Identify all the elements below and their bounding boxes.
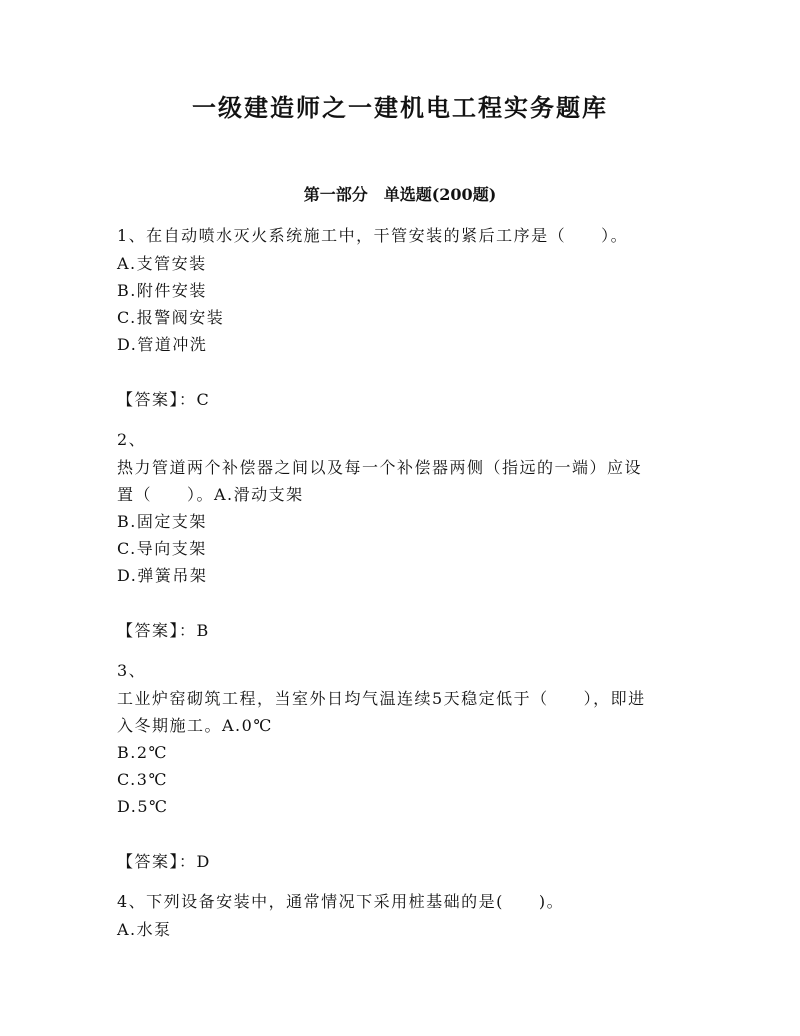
section-title: 第一部分 单选题(200题) (303, 185, 497, 204)
question-2-stem-line-2: 置（ ）。A.滑动支架 (117, 485, 304, 504)
question-2-option-c: C.导向支架 (117, 539, 207, 558)
question-3-answer: 【答案】：D (117, 852, 211, 871)
question-4-option-a: A.水泵 (117, 920, 172, 939)
question-1-option-d: D.管道冲洗 (117, 335, 208, 354)
question-1-option-c: C.报警阀安装 (117, 308, 225, 327)
question-1-stem: 1、在自动喷水灭火系统施工中，干管安装的紧后工序是（ ）。 (117, 226, 629, 245)
question-2-option-d: D.弹簧吊架 (117, 566, 208, 585)
question-2-answer: 【答案】：B (117, 621, 210, 640)
question-3-option-b: B.2℃ (117, 743, 168, 762)
question-3-option-d: D.5℃ (117, 797, 169, 816)
question-1-option-a: A.支管安装 (117, 254, 207, 273)
question-2-stem-line-1: 热力管道两个补偿器之间以及每一个补偿器两侧（指远的一端）应设 (117, 458, 643, 477)
question-3-stem-line-2: 入冬期施工。A.0℃ (117, 716, 273, 735)
question-1-answer: 【答案】：C (117, 390, 211, 409)
question-3-stem-line-1: 工业炉窑砌筑工程，当室外日均气温连续5天稳定低于（ ），即进 (117, 689, 646, 708)
question-3-number: 3、 (117, 661, 147, 680)
question-2-number: 2、 (117, 430, 147, 449)
question-1-option-b: B.附件安装 (117, 281, 207, 300)
document-title: 一级建造师之一建机电工程实务题库 (192, 93, 608, 122)
question-3-option-c: C.3℃ (117, 770, 168, 789)
question-2-option-b: B.固定支架 (117, 512, 207, 531)
question-4-stem: 4、下列设备安装中，通常情况下采用桩基础的是( )。 (117, 892, 565, 911)
